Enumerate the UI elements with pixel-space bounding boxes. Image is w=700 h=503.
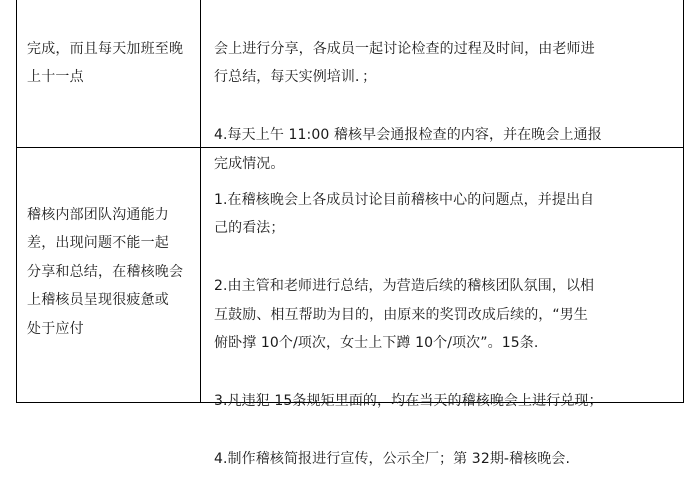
problem-cell <box>27 172 193 373</box>
column-divider <box>200 0 201 147</box>
measure-item: 3.凡违犯 15条规矩里面的，均在当天的稽核晚会上进行兑现； <box>214 393 603 409</box>
measure-item: 1.在稽核晚会上各成员讨论目前稽核中心的问题点，并提出自 己的看法； <box>214 191 595 236</box>
measure-item: 2.由主管和老师进行总结，为营造后续的稽核团队氛围，以相 互鼓励、相互帮助为目的，由原来的奖罚改成后续的，“男生 俯卧撑 10个/项次，女士上下蹲 10个/项次”。15条. <box>214 278 595 351</box>
measures-table <box>16 0 684 467</box>
measure-item: 4.制作稽核简报进行宣传，公示全厂；第 32期-稽核晚会. <box>214 451 571 467</box>
table-row <box>17 0 683 172</box>
problem-text: 完成，而且每天加班至晚 上十一点 <box>27 40 184 85</box>
column-divider <box>200 148 201 402</box>
table-row <box>17 148 683 467</box>
measure-item: 4.每天上午 11:00 稽核早会通报检查的内容，并在晚会上通报 完成情况。 <box>214 127 602 172</box>
problem-cell <box>27 6 193 121</box>
measures-cell <box>214 157 674 503</box>
measure-item: 会上进行分享，各成员一起讨论检查的过程及时间，由老师进 行总结，每天实例培训．； <box>214 40 595 85</box>
problem-text: 稽核内部团队沟通能力 差，出现问题不能一起 分享和总结，在稽核晚会 上稽核员呈现很疲惫或 处于应付 <box>27 206 184 337</box>
